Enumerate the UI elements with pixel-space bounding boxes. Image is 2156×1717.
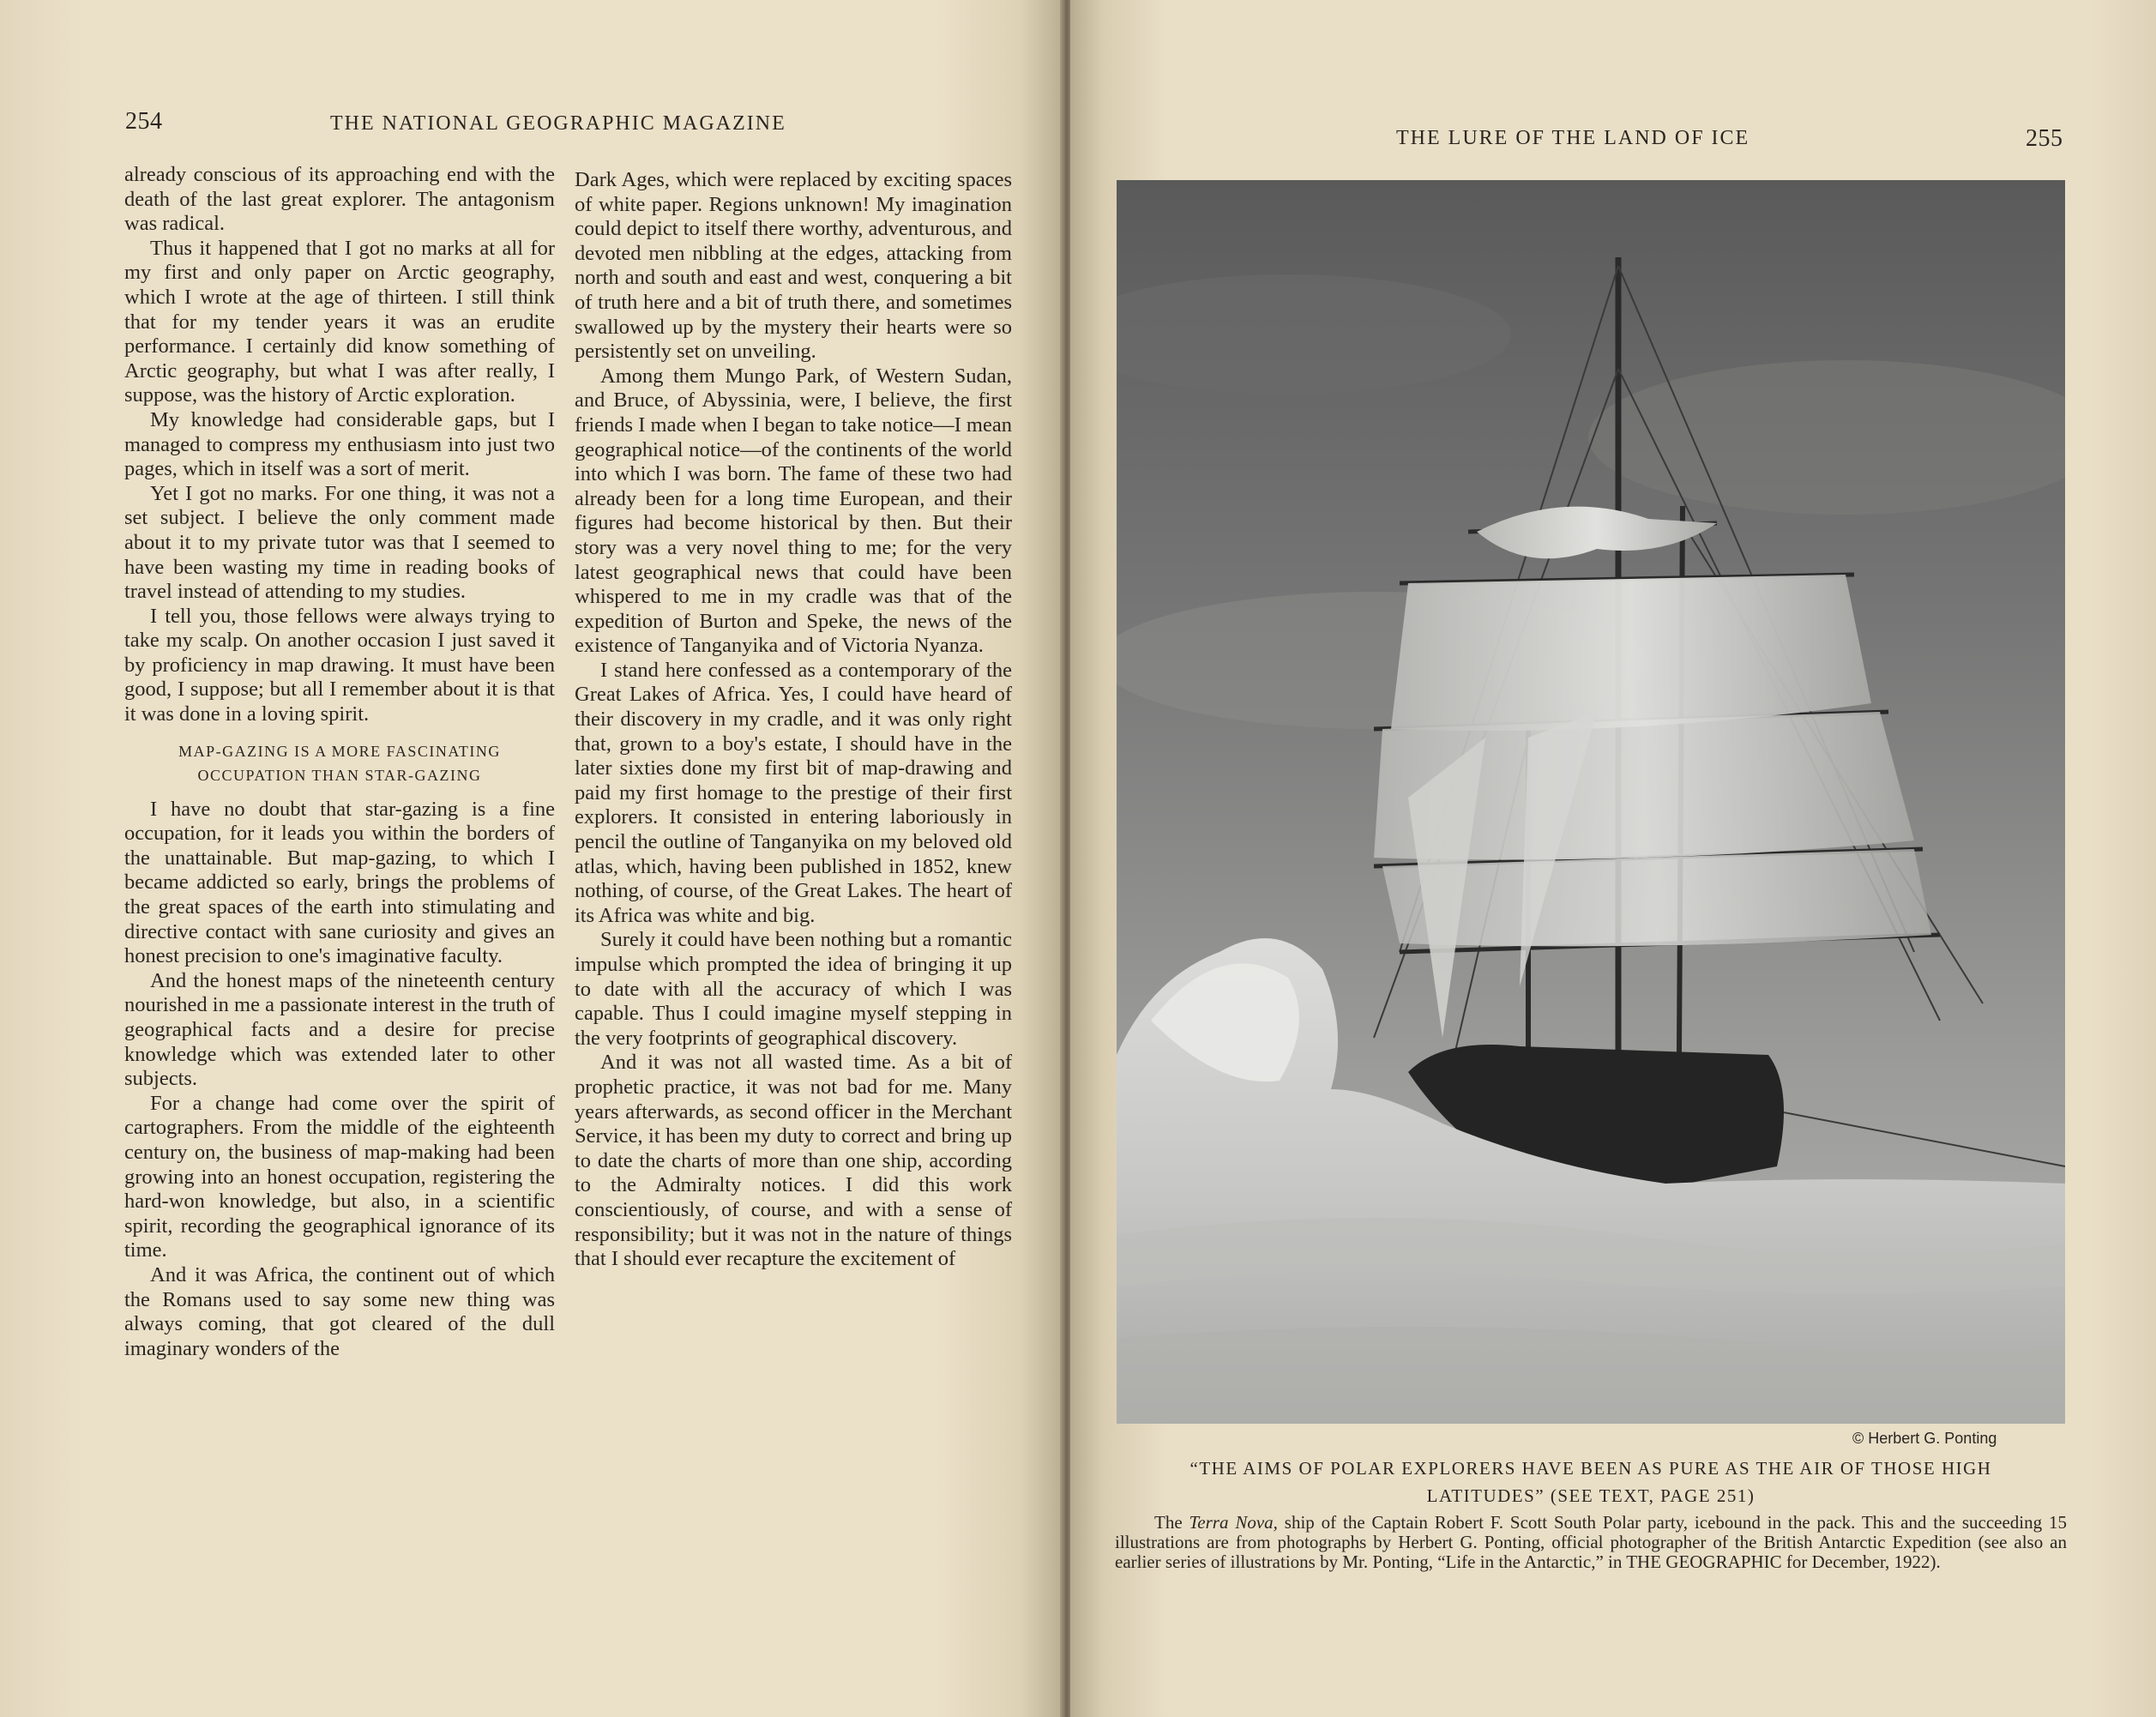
caption-rest: ship of the Captain Robert F. Scott South Polar party, icebound in the pack. This and the succeeding 15 illustrations are from photographs by Herbert G. Ponting, official photographer of the British Antarctic Expedition (see also an earlier series of illustrations by Mr. Ponting, “Life in the Antarctic,” in THE GEOGRAPHIC for December, 1922).: [1115, 1512, 2068, 1572]
paragraph: I have no doubt that star-gazing is a fine occupation, for it leads you within the borders of the unattainable. But map-gazing, to which I became addicted so early, brings the problems of the great spaces of the earth into stimulating and directive contact with sane curiosity and gives an honest precision to one's imaginative faculty.: [124, 797, 555, 968]
paragraph: And it was Africa, the continent out of which the Romans used to say some new thing was always coming, that got cleared of the dull imaginary wonders of the: [124, 1262, 555, 1360]
subheading-line: MAP-GAZING IS A MORE FASCINATING: [178, 742, 501, 760]
right-page-number: 255: [2026, 125, 2063, 152]
caption-lead: The: [1154, 1512, 1189, 1533]
paragraph: My knowledge had considerable gaps, but I managed to compress my enthusiasm into just two pages, which in itself was a sort of merit.: [124, 407, 555, 481]
paragraph: Thus it happened that I got no marks at all for my first and only paper on Arctic geography, which I wrote at the age of thirteen. I still think that for my tender years it was an erudite performance. I certainly did know something of Arctic geography, but what I was after really, I suppose, was the history of Arctic exploration.: [124, 236, 555, 407]
left-page: [0, 0, 1063, 1717]
subheading-line: OCCUPATION THAN STAR-GAZING: [197, 766, 482, 784]
paragraph: For a change had come over the spirit of cartographers. From the middle of the eighteenth century on, the business of map-making had been growing into an honest occupation, registering the hard-won knowledge, but also, in a scientific spirit, recording the geographical ignorance of its time.: [124, 1091, 555, 1262]
left-column: [124, 163, 555, 1361]
ship-in-ice-photo: [1117, 180, 2065, 1424]
left-page-number: 254: [125, 108, 163, 135]
paragraph: Yet I got no marks. For one thing, it was not a set subject. I believe the only comment made about it to my private tutor was that I seemed to have been wasting my time in reading books of travel instead of attending to my studies.: [124, 481, 555, 604]
paragraph: Surely it could have been nothing but a romantic impulse which prompted the idea of bringing it up to date with all the accuracy of which I was capable. Thus I could imagine myself stepping in the very footprints of geographical discovery.: [575, 928, 1012, 1050]
caption-title-line: “THE AIMS OF POLAR EXPLORERS HAVE BEEN AS PURE AS THE AIR OF THOSE HIGH: [1189, 1458, 1992, 1479]
paragraph: And the honest maps of the nineteenth century nourished in me a passionate interest in the truth of geographical facts and a desire for precise knowledge which was extended later to other subjects.: [124, 968, 555, 1091]
middle-column: [575, 168, 1012, 1272]
caption-body: [1115, 1513, 2067, 1572]
terra-nova-ship-illustration: [1117, 180, 2065, 1424]
left-running-head: THE NATIONAL GEOGRAPHIC MAGAZINE: [330, 112, 786, 135]
paragraph: And it was not all wasted time. As a bit of prophetic practice, it was not bad for me. Many years afterwards, as second officer in the Merchant Service, it has been my duty to correct and bring up to date the charts of more than one ship, according to the Admiralty notices. I did this work conscientiously, of course, and with a sense of responsibility; but it was not in the nature of things that I should ever recapture the excitement of: [575, 1051, 1012, 1271]
caption-title: [1141, 1455, 2041, 1509]
paragraph: Dark Ages, which were replaced by exciting spaces of white paper. Regions unknown! My imagination could depict to itself there worthy, adventurous, and devoted men nibbling at the edges, attacking from north and south and east and west, conquering a bit of truth here and a bit of truth there, and sometimes swallowed up by the mystery their hearts were so persistently set on unveiling.: [575, 168, 1012, 364]
right-running-head: THE LURE OF THE LAND OF ICE: [1396, 127, 1750, 149]
caption-title-line: LATITUDES” (SEE TEXT, PAGE 251): [1426, 1485, 1756, 1506]
caption-paragraph: [1115, 1513, 2067, 1572]
ship-name: Terra Nova,: [1189, 1512, 1278, 1533]
photo-credit: © Herbert G. Ponting: [1852, 1430, 1997, 1447]
paragraph: already conscious of its approaching end with the death of the last great explorer. The antagonism was radical.: [124, 163, 555, 236]
paragraph: Among them Mungo Park, of Western Sudan, and Bruce, of Abyssinia, were, I believe, the first friends I made when I began to take notice—I mean geographical notice—of the continents of the world into which I was born. The fame of these two had already been for a long time European, and their figures had become historical by then. But their story was a very novel thing to me; for the very latest geographical news that could have been whispered to me in my cradle was that of the expedition of Burton and Speke, the news of the existence of Tanganyika and of Victoria Nyanza.: [575, 364, 1012, 658]
section-subheading: [124, 739, 555, 787]
paragraph: I tell you, those fellows were always trying to take my scalp. On another occasion I just saved it by proficiency in map drawing. It must have been good, I suppose; but all I remember about it is that it was done in a loving spirit.: [124, 604, 555, 726]
paragraph: I stand here confessed as a contemporary of the Great Lakes of Africa. Yes, I could have heard of their discovery in my cradle, and it was only right that, grown to a boy's estate, I should have in the later sixties done my first bit of map-drawing and paid my first homage to the prestige of their first explorers. It consisted in entering laboriously in pencil the outline of Tanganyika on my beloved old atlas, which, having been published in 1852, knew nothing, of course, of the Great Lakes. The heart of its Africa was white and big.: [575, 658, 1012, 927]
